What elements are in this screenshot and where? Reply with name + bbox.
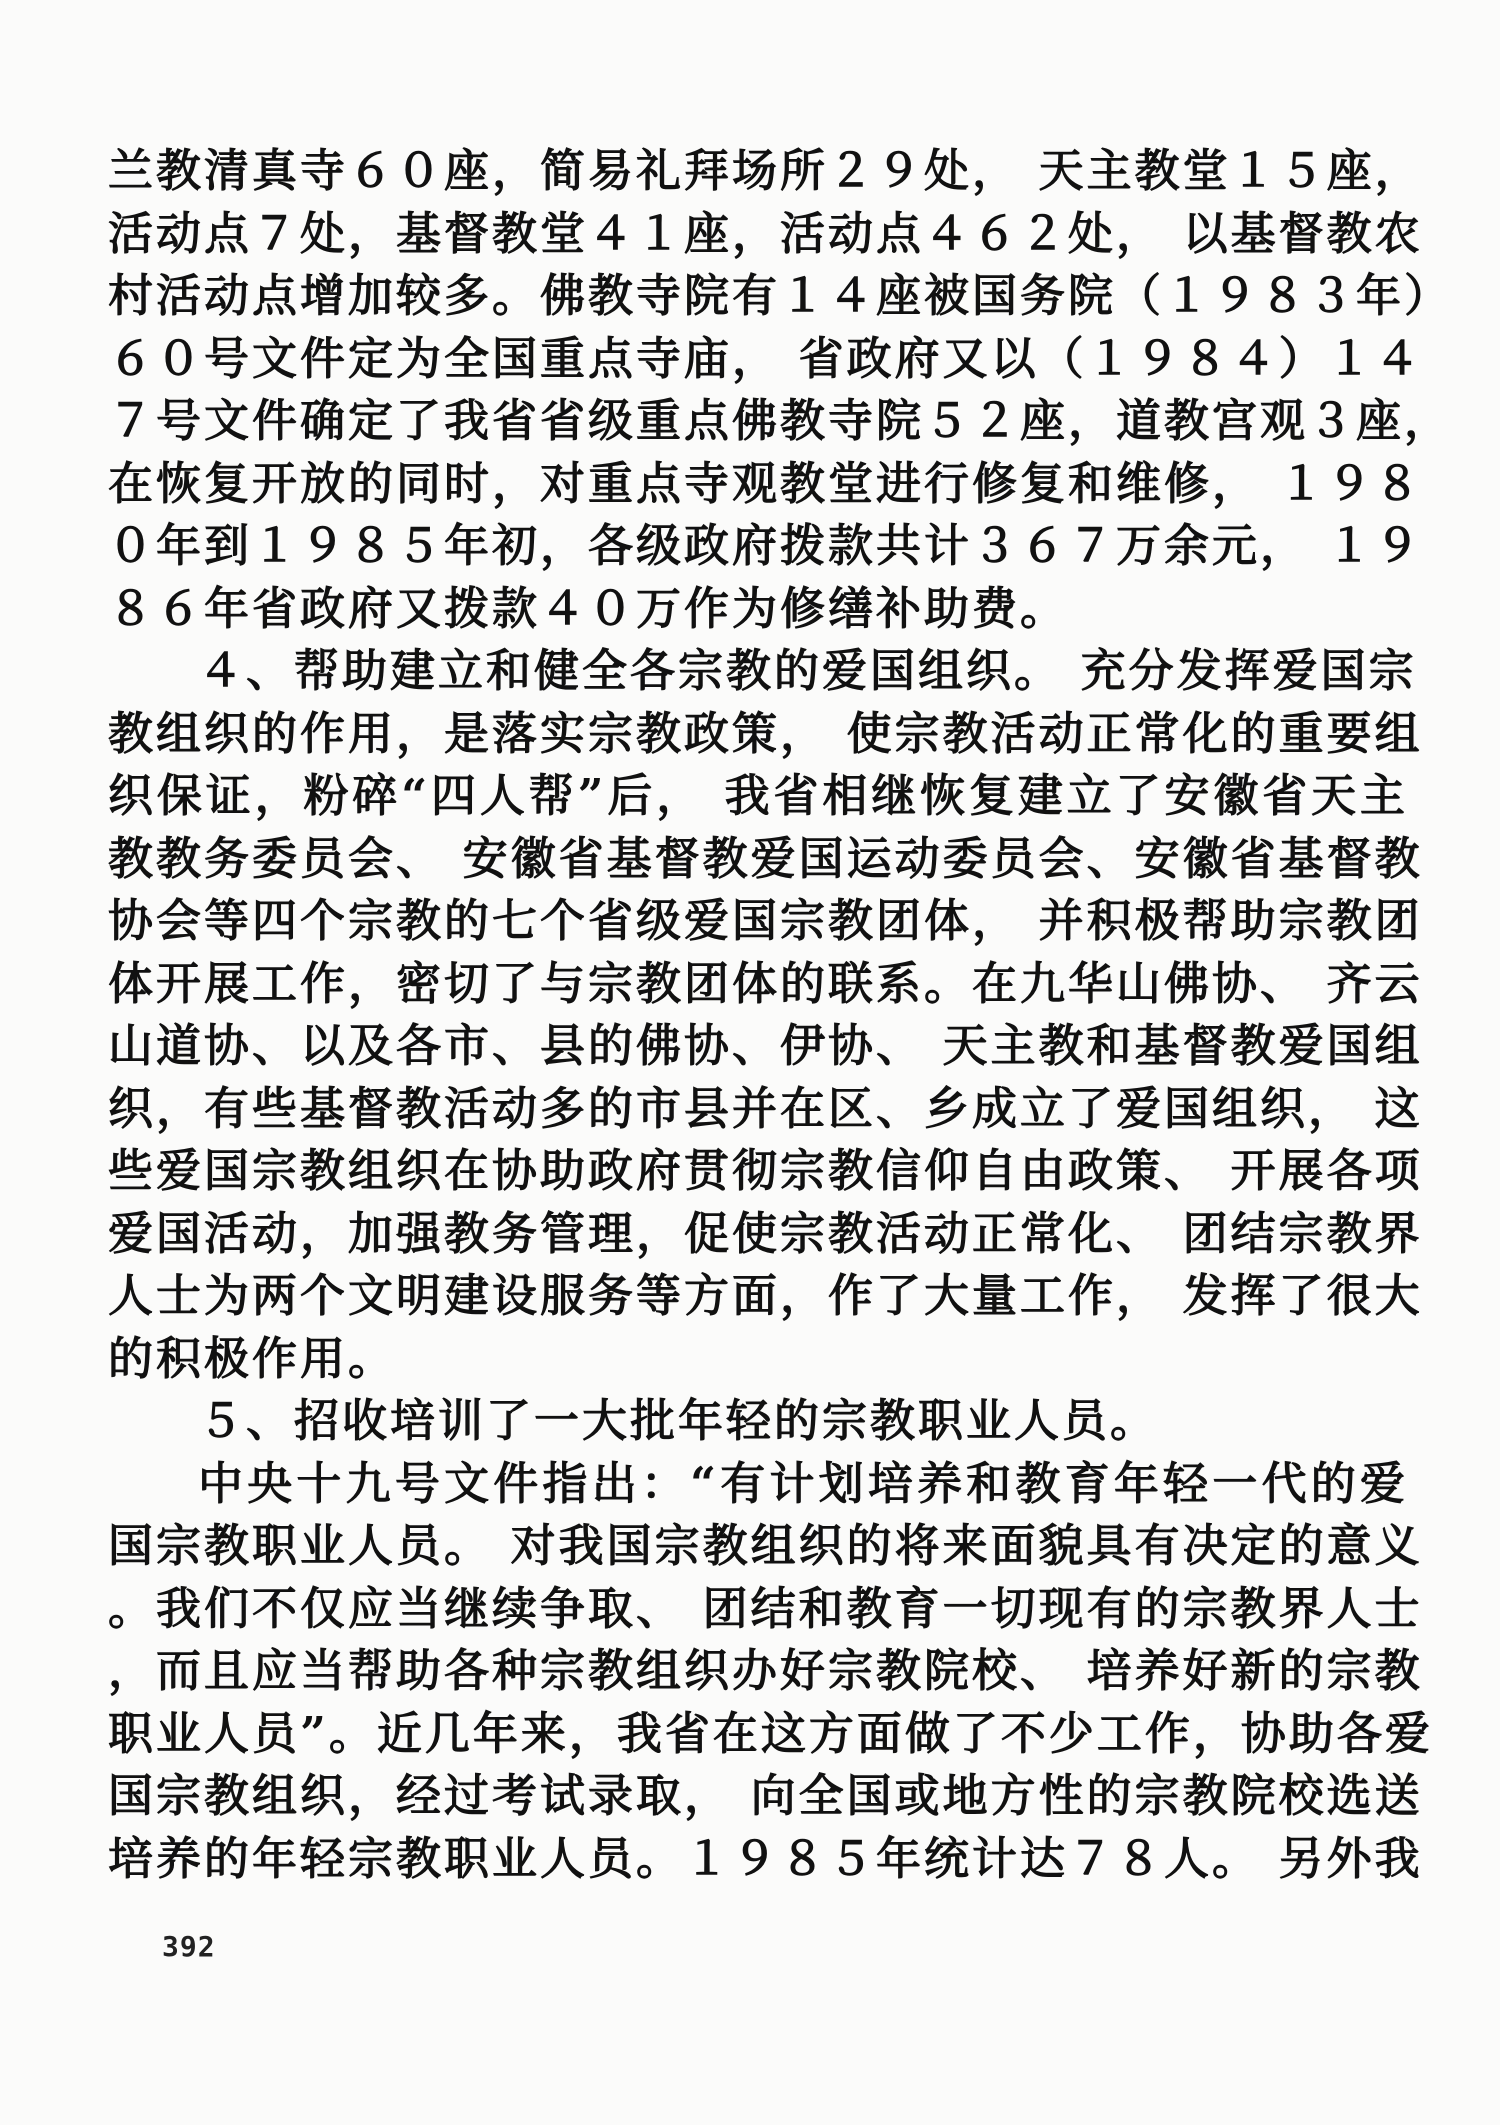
text-line: 国宗教组织，经过考试录取， 向全国或地方性的宗教院校选送 bbox=[108, 1769, 1423, 1822]
text-line: 协会等四个宗教的七个省级爱国宗教团体， 并积极帮助宗教团 bbox=[108, 894, 1423, 947]
text-line: 体开展工作，密切了与宗教团体的联系。在九华山佛协、 齐云 bbox=[108, 956, 1423, 1010]
text-line: 的积极作用。 bbox=[108, 1331, 397, 1385]
text-line: ６０号文件定为全国重点寺庙， 省政府又以（１９８４）１４ bbox=[108, 331, 1423, 385]
text-line: 爱国活动，加强教务管理，促使宗教活动正常化、 团结宗教界 bbox=[108, 1206, 1423, 1260]
text-line: 职业人员”。近几年来，我省在这方面做了不少工作，协助各爱 bbox=[108, 1706, 1433, 1760]
text-line: 村活动点增加较多。佛教寺院有１４座被国务院（１９８３年） bbox=[108, 269, 1453, 322]
text-line: 人士为两个文明建设服务等方面，作了大量工作， 发挥了很大 bbox=[108, 1269, 1423, 1322]
text-line: ７号文件确定了我省省级重点佛教寺院５２座，道教宫观３座， bbox=[108, 394, 1453, 447]
text-line: ０年到１９８５年初，各级政府拨款共计３６７万余元， １９ bbox=[108, 519, 1423, 572]
text-line: 国宗教职业人员。 对我国宗教组织的将来面貌具有决定的意义 bbox=[108, 1519, 1423, 1572]
text-line: ８６年省政府又拨款４０万作为修缮补助费。 bbox=[108, 581, 1069, 635]
text-line: 中央十九号文件指出：“有计划培养和教育年轻一代的爱 bbox=[198, 1456, 1408, 1510]
body-text bbox=[108, 140, 1453, 1890]
text-line: 兰教清真寺６０座，简易礼拜场所２９处， 天主教堂１５座， bbox=[108, 144, 1423, 197]
text-line: ，而且应当帮助各种宗教组织办好宗教院校、 培养好新的宗教 bbox=[108, 1644, 1423, 1697]
text-line: 织保证，粉碎“四人帮”后， 我省相继恢复建立了安徽省天主 bbox=[108, 769, 1408, 822]
section-item-heading: ５、招收培训了一大批年轻的宗教职业人员。 bbox=[198, 1394, 1159, 1447]
text-line: 。我们不仅应当继续争取、 团结和教育一切现有的宗教界人士 bbox=[108, 1581, 1423, 1635]
page-number: 392 bbox=[162, 1930, 216, 1963]
text-line: 教组织的作用，是落实宗教政策， 使宗教活动正常化的重要组 bbox=[108, 706, 1423, 760]
text-line: ４、帮助建立和健全各宗教的爱国组织。 充分发挥爱国宗 bbox=[198, 644, 1417, 697]
text-line: 织，有些基督教活动多的市县并在区、乡成立了爱国组织， 这 bbox=[108, 1081, 1423, 1135]
text-line: 山道协、以及各市、县的佛协、伊协、 天主教和基督教爱国组 bbox=[108, 1019, 1423, 1072]
text-line: 活动点７处，基督教堂４１座，活动点４６２处， 以基督教农 bbox=[108, 206, 1423, 260]
text-line: 教教务委员会、 安徽省基督教爱国运动委员会、安徽省基督教 bbox=[108, 831, 1423, 885]
text-line: 些爱国宗教组织在协助政府贯彻宗教信仰自由政策、 开展各项 bbox=[108, 1144, 1423, 1197]
text-line: 培养的年轻宗教职业人员。１９８５年统计达７８人。 另外我 bbox=[108, 1831, 1423, 1885]
text-line: 在恢复开放的同时，对重点寺观教堂进行修复和维修， １９８ bbox=[108, 456, 1423, 510]
